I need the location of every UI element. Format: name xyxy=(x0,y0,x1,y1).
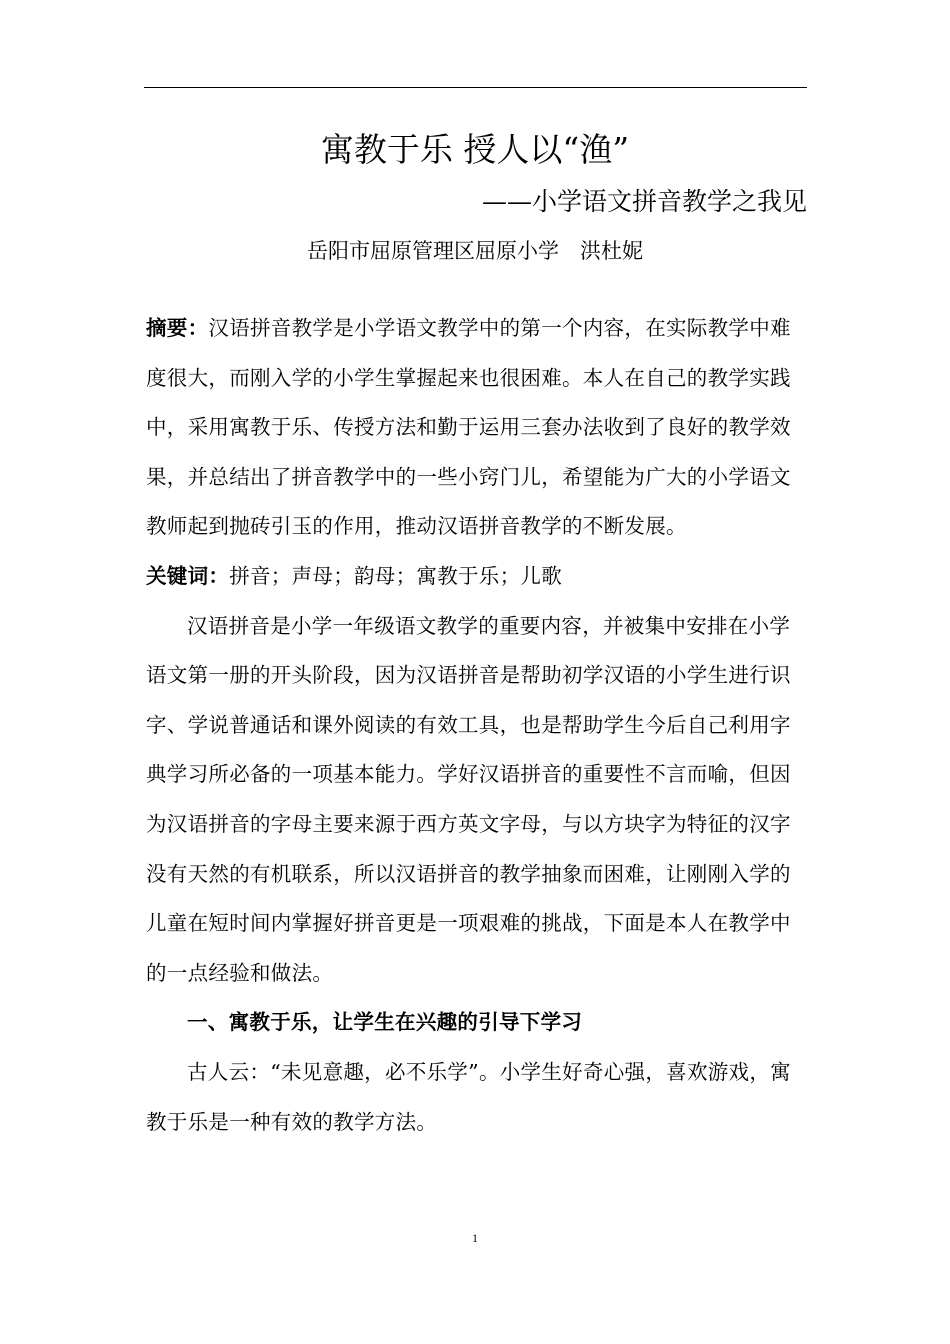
intro-paragraph: 汉语拼音是小学一年级语文教学的重要内容，并被集中安排在小学语文第一册的开头阶段，因为汉语拼音是帮助初学汉语的小学生进行识字、学说普通话和课外阅读的有效工具，也是帮助学生今后自己利用字典学习所必备的一项基本能力。学好汉语拼音的重要性不言而喻，但因为汉语拼音的字母主要来源于西方英文字母，与以方块字为特征的汉字没有天然的有机联系，所以汉语拼音的教学抽象而困难，让刚刚入学的儿童在短时间内掌握好拼音更是一项艰难的挑战，下面是本人在教学中的一点经验和做法。 xyxy=(146,613,791,985)
abstract-label: 摘要： xyxy=(146,316,209,340)
document-body xyxy=(146,304,794,1147)
keywords-paragraph xyxy=(146,552,794,602)
document-subtitle: ——小学语文拼音教学之我见 xyxy=(481,187,807,216)
section-paragraph: 古人云：“未见意趣，必不乐学”。小学生好奇心强，喜欢游戏，寓教于乐是一种有效的教学方法。 xyxy=(146,1059,791,1134)
keywords-label: 关键词： xyxy=(146,563,230,588)
page-number: 1 xyxy=(472,1231,478,1245)
header-rule xyxy=(144,87,807,88)
keywords-text: 拼音；声母；韵母；寓教于乐；儿歌 xyxy=(229,563,563,588)
author-line: 岳阳市屈原管理区屈原小学 洪杜妮 xyxy=(307,239,643,263)
abstract-text: 汉语拼音教学是小学语文教学中的第一个内容，在实际教学中难度很大，而刚入学的小学生掌握起来也很困难。本人在自己的教学实践中，采用寓教于乐、传授方法和勤于运用三套办法收到了良好的教学效果，并总结出了拼音教学中的一些小窍门儿，希望能为广大的小学语文教师起到抛砖引玉的作用，推动汉语拼音教学的不断发展。 xyxy=(146,316,791,539)
section-heading: 一、寓教于乐，让学生在兴趣的引导下学习 xyxy=(187,1010,583,1035)
abstract-paragraph xyxy=(146,304,794,552)
document-title: 寓教于乐 授人以“渔” xyxy=(320,130,630,169)
